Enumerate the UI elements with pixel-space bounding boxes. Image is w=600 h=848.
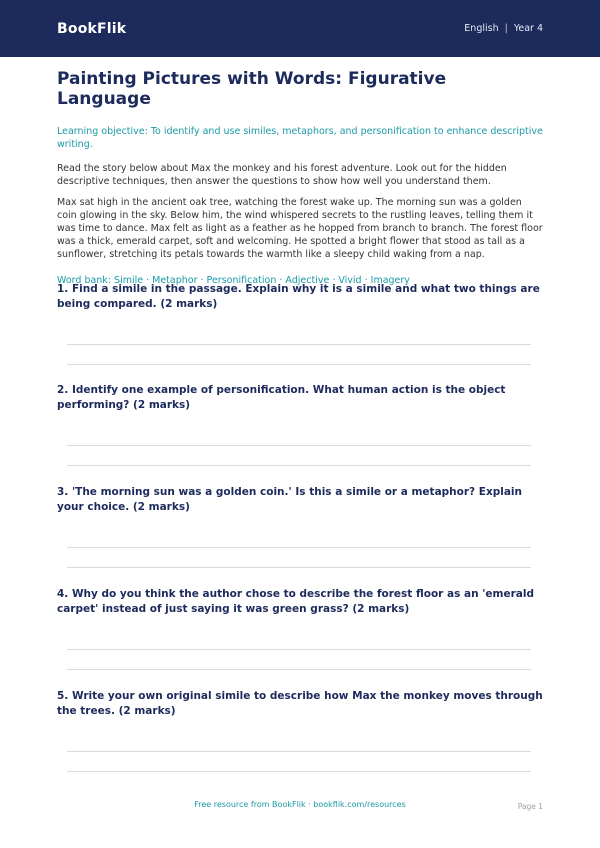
answer-line[interactable] [67, 567, 531, 568]
meta-separator: | [504, 23, 508, 34]
answer-line[interactable] [67, 445, 531, 446]
answer-line[interactable] [67, 547, 531, 548]
answer-line[interactable] [67, 649, 531, 650]
question-5 [57, 689, 543, 719]
question-text: 1. Find a simile in the passage. Explain why it is a simile and what two things are being compared. (2 marks) [57, 283, 540, 310]
answer-line[interactable] [67, 364, 531, 365]
story-passage: Max sat high in the ancient oak tree, watching the forest wake up. The morning sun was a golden coin glowing in the sky. Below him, the wind whispered secrets to the rustling leaves, telling them it was time to dance. Max felt as light as a feather as he hopped from branch to branch. The forest floor was a thick, emerald carpet, soft and welcoming. He spotted a bright flower that stood as tall as a sunflower, stretching its petals towards the warmth like a sleepy child waking from a nap. [57, 197, 543, 260]
question-text: 2. Identify one example of personification. What human action is the object performing? (2 marks) [57, 384, 506, 411]
page-title: Painting Pictures with Words: Figurative Language [57, 69, 447, 109]
answer-line[interactable] [67, 669, 531, 670]
question-3 [57, 485, 543, 515]
page-number: Page 1 [517, 802, 543, 811]
header-bar [0, 0, 600, 57]
question-4 [57, 587, 543, 617]
answer-line[interactable] [67, 751, 531, 752]
answer-line[interactable] [67, 771, 531, 772]
header-meta [464, 23, 543, 34]
word-bank: Word bank: Simile · Metaphor · Personification · Adjective · Vivid · Imagery [57, 275, 410, 286]
intro-text: Read the story below about Max the monkey and his forest adventure. Look out for the hidden descriptive techniques, then answer the questions to show how well you understand them. [57, 163, 507, 187]
question-text: 5. Write your own original simile to describe how Max the monkey moves through the trees. (2 marks) [57, 690, 543, 717]
worksheet-content [0, 69, 600, 287]
question-1 [57, 282, 543, 312]
answer-line[interactable] [67, 344, 531, 345]
question-text: 4. Why do you think the author chose to describe the forest floor as an 'emerald carpet' instead of just saying it was green grass? (2 marks) [57, 588, 534, 615]
brand-logo[interactable]: BookFlik [57, 20, 127, 37]
question-text: 3. 'The morning sun was a golden coin.' Is this a simile or a metaphor? Explain your choice. (2 marks) [57, 486, 523, 513]
footer-credit[interactable]: Free resource from BookFlik · bookflik.com/resources [194, 800, 406, 809]
question-2 [57, 383, 543, 413]
learning-objective: Learning objective: To identify and use similes, metaphors, and personification to enhance descriptive writing. [57, 126, 543, 150]
answer-line[interactable] [67, 465, 531, 466]
subject-label: English [464, 23, 499, 34]
year-label: Year 4 [513, 23, 543, 34]
